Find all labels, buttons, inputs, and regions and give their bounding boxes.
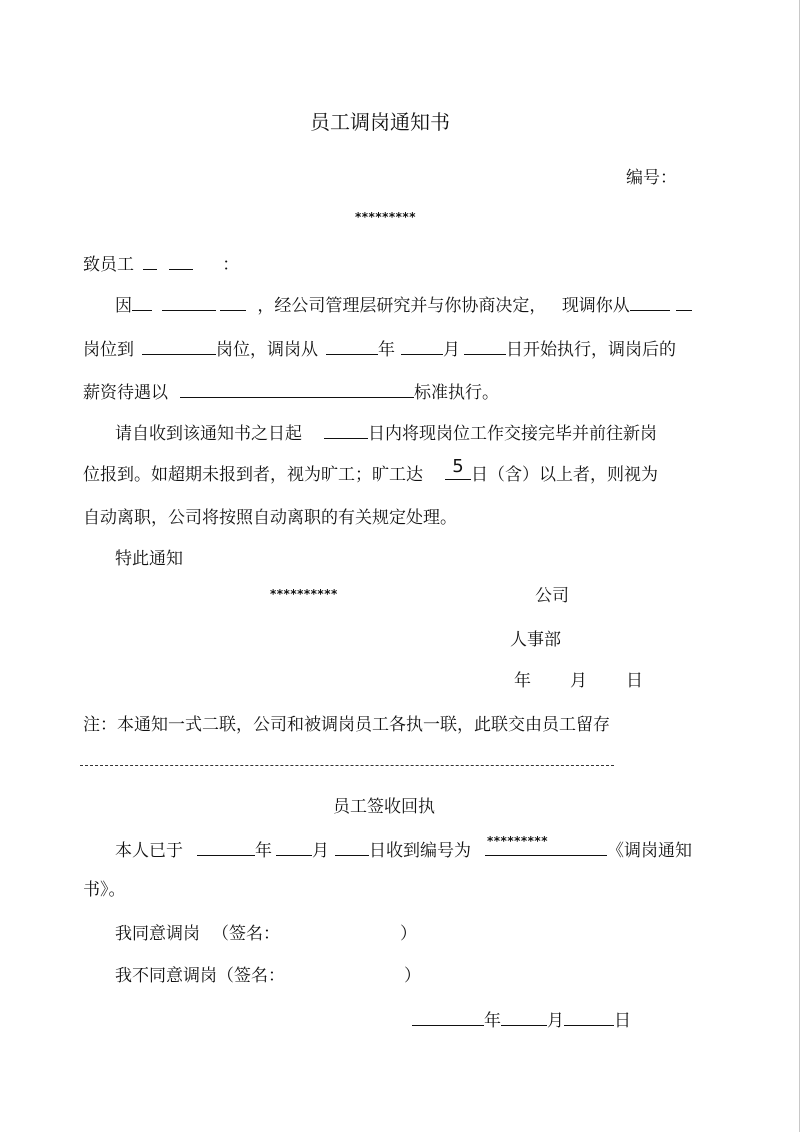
transfer-day-blank[interactable]	[464, 337, 506, 355]
para2-line1	[115, 421, 657, 445]
para1-text6: 薪资待遇以	[83, 383, 168, 403]
notice-end: 特此通知	[115, 549, 183, 569]
receipt-date-day-blank[interactable]	[564, 1008, 614, 1026]
agree-close: ）	[400, 924, 417, 944]
document-title: 员工调岗通知书	[310, 110, 450, 134]
receipt-text1: 本人已于	[115, 841, 183, 861]
para2-line2	[83, 456, 658, 486]
salary-standard-blank[interactable]	[180, 380, 414, 398]
agree-line	[115, 923, 417, 945]
note-text: 注：本通知一式二联，公司和被调岗员工各执一联，此联交由员工留存	[83, 715, 610, 735]
to-position-blank[interactable]	[142, 337, 216, 355]
employee-name-blank-a[interactable]	[143, 252, 157, 270]
para1-line2	[83, 337, 676, 361]
disagree-label: 我不同意调岗（签名：	[115, 966, 285, 986]
para1-month: 月	[443, 340, 460, 360]
receipt-title: 员工签收回执	[333, 797, 435, 817]
agree-sign-label: （签名：	[212, 924, 280, 944]
receipt-text2: 日收到编号为	[369, 841, 471, 861]
from-position-blank-a[interactable]	[630, 293, 670, 311]
receipt-day-blank[interactable]	[335, 838, 369, 856]
receipt-month-blank[interactable]	[276, 838, 312, 856]
para1-text7: 标准执行。	[414, 383, 499, 403]
para2-text2: 日内将现岗位工作交接完毕并前往新岗	[368, 424, 657, 444]
company-label: 公司	[535, 586, 569, 606]
para2-text1: 请自收到该通知书之日起	[115, 424, 302, 444]
handover-days-blank[interactable]	[324, 421, 368, 439]
receipt-date-year-blank[interactable]	[412, 1008, 484, 1026]
para1-lead: 因	[115, 296, 132, 316]
transfer-year-blank[interactable]	[326, 337, 378, 355]
para1-text1: ，经公司管理层研究并与你协商决定，	[257, 296, 547, 316]
transfer-month-blank[interactable]	[401, 337, 443, 355]
para2-text3: 位报到。如超期未报到者，视为旷工；旷工达	[83, 465, 423, 485]
receipt-date-month-blank[interactable]	[501, 1008, 547, 1026]
greeting-prefix: 致员工	[83, 255, 134, 275]
reason-blank-a[interactable]	[132, 293, 152, 311]
greeting-line	[83, 252, 239, 276]
absence-days-value: 5	[452, 456, 464, 477]
notice-date-day: 日	[626, 671, 643, 691]
receipt-month: 月	[312, 841, 329, 861]
receipt-line1	[115, 834, 692, 862]
reason-blank-d[interactable]	[220, 293, 246, 311]
para1-text5: 日开始执行，调岗后的	[506, 340, 676, 360]
employee-name-blank-b[interactable]	[169, 252, 193, 270]
receipt-date-day: 日	[614, 1011, 631, 1031]
receipt-number-field[interactable]	[485, 834, 607, 856]
cut-line	[80, 765, 614, 766]
para2-text4: 日（含）以上者，则视为	[471, 465, 658, 485]
department-label: 人事部	[510, 630, 561, 650]
para1-text2: 现调你从	[561, 296, 630, 316]
para1-year: 年	[378, 340, 395, 360]
reason-blank-c[interactable]	[198, 293, 216, 311]
para1-line1	[115, 293, 692, 317]
receipt-date-month: 月	[547, 1011, 564, 1031]
receipt-year: 年	[255, 841, 272, 861]
receipt-year-blank[interactable]	[197, 838, 255, 856]
absence-days-field[interactable]	[445, 456, 471, 480]
receipt-date-line	[412, 1008, 631, 1032]
receipt-number-value: *********	[487, 834, 548, 848]
from-position-blank-b[interactable]	[676, 293, 692, 311]
disagree-close: ）	[404, 966, 421, 986]
notice-date-month: 月	[570, 671, 587, 691]
number-label: 编号：	[626, 168, 677, 188]
receipt-line2: 书》。	[83, 880, 126, 900]
greeting-suffix: ：	[222, 255, 240, 275]
notice-date-year: 年	[514, 671, 531, 691]
para2-line3: 自动离职，公司将按照自动离职的有关规定处理。	[83, 508, 457, 528]
number-value: *********	[355, 210, 416, 224]
para1-text4: 岗位，调岗从	[216, 340, 318, 360]
para1-line3	[83, 380, 499, 404]
disagree-line	[115, 965, 421, 987]
agree-label: 我同意调岗	[115, 924, 200, 944]
para1-text3: 岗位到	[83, 340, 134, 360]
reason-blank-b[interactable]	[162, 293, 198, 311]
receipt-text3: 《调岗通知	[607, 841, 692, 861]
company-name-stars: **********	[270, 587, 338, 601]
receipt-date-year: 年	[484, 1011, 501, 1031]
